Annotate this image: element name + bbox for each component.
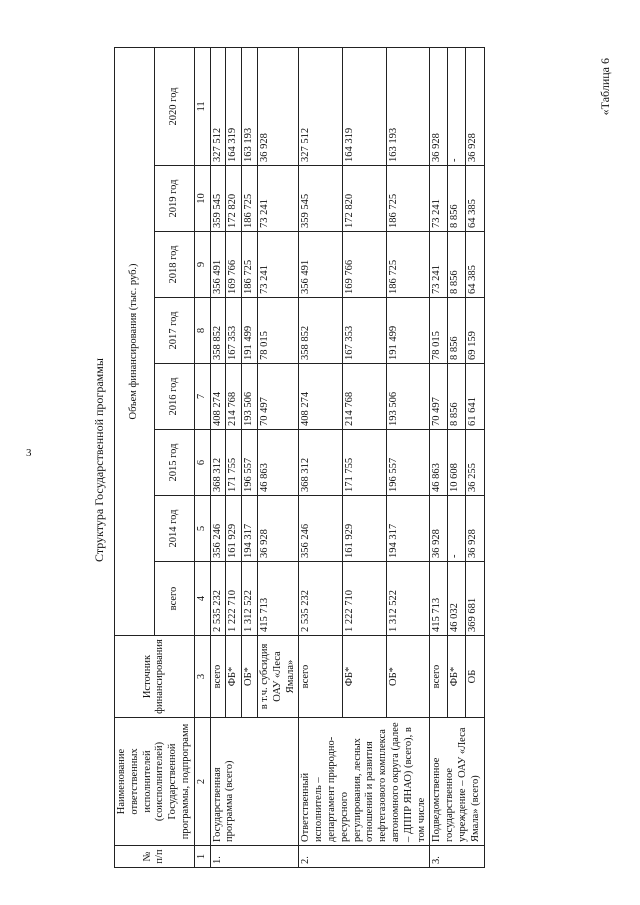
amount-cell: 46 863: [430, 430, 448, 496]
amount-cell: 78 015: [430, 298, 448, 364]
col-number: 6: [194, 430, 210, 496]
page-number: 3: [26, 447, 32, 459]
amount-cell: 164 319: [343, 47, 387, 165]
amount-cell: 36 928: [430, 496, 448, 562]
amount-cell: 193 506: [242, 364, 258, 430]
amount-cell: 73 241: [257, 166, 298, 232]
amount-cell: 8 856: [448, 364, 466, 430]
header-year: 2020 год: [154, 47, 194, 165]
amount-cell: 163 193: [386, 47, 430, 165]
header-year: 2019 год: [154, 166, 194, 232]
row-number: 3.: [430, 846, 484, 868]
funding-source: ОБ: [466, 636, 484, 718]
amount-cell: 214 768: [226, 364, 242, 430]
header-year: 2014 год: [154, 496, 194, 562]
amount-cell: 186 725: [242, 232, 258, 298]
amount-cell: 356 491: [210, 232, 226, 298]
header-volume: Объем финансирования (тыс. руб.): [115, 47, 155, 635]
col-number: 4: [194, 562, 210, 636]
header-source: Источник финансирования: [115, 636, 195, 718]
col-number: 10: [194, 166, 210, 232]
col-number: 9: [194, 232, 210, 298]
amount-cell: 172 820: [226, 166, 242, 232]
amount-cell: 46 032: [448, 562, 466, 636]
amount-cell: 78 015: [257, 298, 298, 364]
amount-cell: 186 725: [386, 232, 430, 298]
row-name: Подведомственное государственное учреждение – ОАУ «Леса Ямала» (всего): [430, 718, 484, 846]
amount-cell: 193 506: [386, 364, 430, 430]
amount-cell: 1 312 522: [242, 562, 258, 636]
amount-cell: 169 766: [343, 232, 387, 298]
amount-cell: 36 928: [257, 496, 298, 562]
amount-cell: 161 929: [226, 496, 242, 562]
amount-cell: 167 353: [226, 298, 242, 364]
amount-cell: 10 608: [448, 430, 466, 496]
col-number: 7: [194, 364, 210, 430]
funding-source: всего: [299, 636, 343, 718]
amount-cell: 46 863: [257, 430, 298, 496]
amount-cell: 358 852: [299, 298, 343, 364]
funding-source: ФБ*: [343, 636, 387, 718]
funding-source: ФБ*: [226, 636, 242, 718]
amount-cell: 36 928: [466, 47, 484, 165]
header-year: всего: [154, 562, 194, 636]
amount-cell: 327 512: [210, 47, 226, 165]
amount-cell: 194 317: [242, 496, 258, 562]
rotated-page: [0, 40, 612, 880]
amount-cell: 1 222 710: [226, 562, 242, 636]
amount-cell: 194 317: [386, 496, 430, 562]
amount-cell: 368 312: [210, 430, 226, 496]
amount-cell: 186 725: [386, 166, 430, 232]
amount-cell: 73 241: [257, 232, 298, 298]
amount-cell: 415 713: [430, 562, 448, 636]
amount-cell: 415 713: [257, 562, 298, 636]
amount-cell: 167 353: [343, 298, 387, 364]
table-row: [210, 47, 226, 867]
header-year: 2017 год: [154, 298, 194, 364]
amount-cell: 73 241: [430, 232, 448, 298]
header-year: 2015 год: [154, 430, 194, 496]
amount-cell: 64 385: [466, 232, 484, 298]
amount-cell: 172 820: [343, 166, 387, 232]
col-number: 3: [194, 636, 210, 718]
amount-cell: 359 545: [210, 166, 226, 232]
row-name: Ответственный исполнитель – департамент природно-ресурсного регулирования, лесных отношений и развития нефтегазового комплекса автономного округа (далее – ДППР ЯНАО) (всего), в том числе: [299, 718, 430, 846]
amount-cell: 214 768: [343, 364, 387, 430]
funding-source: ФБ*: [448, 636, 466, 718]
amount-cell: 69 159: [466, 298, 484, 364]
header-no: № п/п: [115, 846, 195, 868]
header-name: Наименование ответственных исполнителей (соисполнителей) Государственной программы, подпрограмм: [115, 718, 195, 846]
col-number: 5: [194, 496, 210, 562]
amount-cell: 36 255: [466, 430, 484, 496]
amount-cell: 169 766: [226, 232, 242, 298]
amount-cell: 196 557: [242, 430, 258, 496]
amount-cell: 1 312 522: [386, 562, 430, 636]
table-body: [210, 47, 484, 867]
funding-source: всего: [210, 636, 226, 718]
funding-source: ОБ*: [386, 636, 430, 718]
amount-cell: 163 193: [242, 47, 258, 165]
funding-source: в т.ч. субсидия ОАУ «Леса Ямала»: [257, 636, 298, 718]
amount-cell: 36 928: [466, 496, 484, 562]
amount-cell: 61 641: [466, 364, 484, 430]
amount-cell: 356 491: [299, 232, 343, 298]
amount-cell: 36 928: [430, 47, 448, 165]
col-number: 11: [194, 47, 210, 165]
amount-cell: 369 681: [466, 562, 484, 636]
amount-cell: 161 929: [343, 496, 387, 562]
amount-cell: 408 274: [299, 364, 343, 430]
amount-cell: 2 535 232: [210, 562, 226, 636]
amount-cell: 36 928: [257, 47, 298, 165]
amount-cell: 8 856: [448, 166, 466, 232]
amount-cell: -: [448, 47, 466, 165]
amount-cell: 368 312: [299, 430, 343, 496]
amount-cell: 1 222 710: [343, 562, 387, 636]
amount-cell: 191 499: [386, 298, 430, 364]
amount-cell: 327 512: [299, 47, 343, 165]
amount-cell: 64 385: [466, 166, 484, 232]
amount-cell: 356 246: [210, 496, 226, 562]
amount-cell: 164 319: [226, 47, 242, 165]
amount-cell: 356 246: [299, 496, 343, 562]
header-year: 2016 год: [154, 364, 194, 430]
funding-source: всего: [430, 636, 448, 718]
amount-cell: 358 852: [210, 298, 226, 364]
amount-cell: 191 499: [242, 298, 258, 364]
amount-cell: 8 856: [448, 298, 466, 364]
amount-cell: 70 497: [257, 364, 298, 430]
col-number: 8: [194, 298, 210, 364]
amount-cell: 359 545: [299, 166, 343, 232]
amount-cell: 171 755: [226, 430, 242, 496]
col-number: 1: [194, 846, 210, 868]
col-number: 2: [194, 718, 210, 846]
amount-cell: 8 856: [448, 232, 466, 298]
amount-cell: 171 755: [343, 430, 387, 496]
amount-cell: 73 241: [430, 166, 448, 232]
table-label: «Таблица 6: [598, 58, 612, 116]
funding-source: ОБ*: [242, 636, 258, 718]
amount-cell: 186 725: [242, 166, 258, 232]
amount-cell: 2 535 232: [299, 562, 343, 636]
table-row: [430, 47, 448, 867]
document-title: Структура Государственной программы: [92, 358, 106, 562]
amount-cell: 408 274: [210, 364, 226, 430]
table-row: [299, 47, 343, 867]
amount-cell: -: [448, 496, 466, 562]
column-number-row: [194, 47, 210, 867]
amount-cell: 70 497: [430, 364, 448, 430]
row-number: 1.: [210, 846, 299, 868]
row-name: Государственная программа (всего): [210, 718, 299, 846]
header-year: 2018 год: [154, 232, 194, 298]
row-number: 2.: [299, 846, 430, 868]
program-structure-table: [114, 47, 485, 868]
amount-cell: 196 557: [386, 430, 430, 496]
